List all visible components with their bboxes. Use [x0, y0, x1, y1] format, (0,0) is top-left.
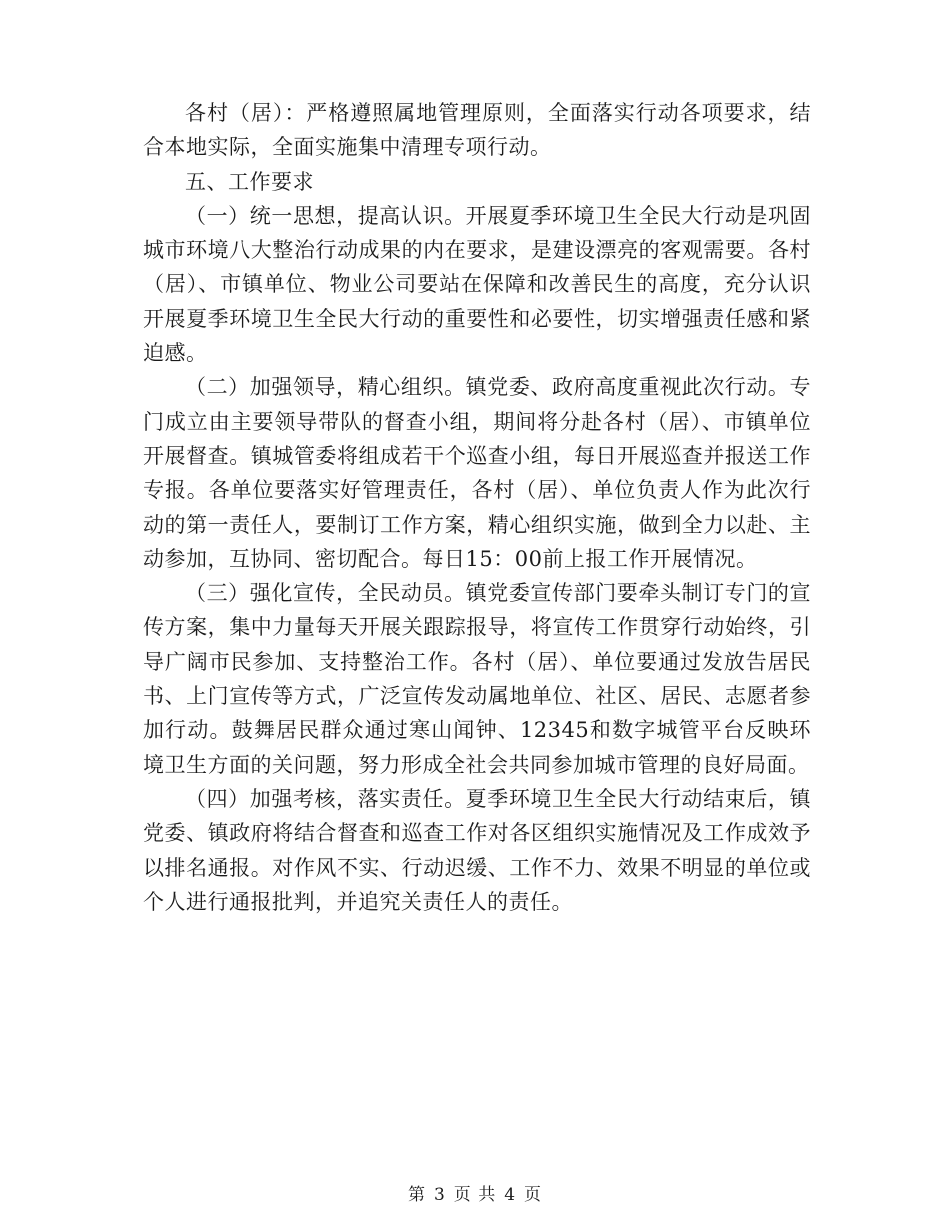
paragraph-requirement-4: （四）加强考核，落实责任。夏季环境卫生全民大行动结束后，镇党委、镇政府将结合督查和巡查工作对各区组织实施情况及工作成效予以排名通报。对作风不实、行动迟缓、工作不力、效果不明显的单位或个人进行通报批判，并追究关责任人的责任。 — [143, 786, 811, 914]
footer-middle: 页 共 — [453, 1185, 497, 1205]
footer-current-page: 3 — [433, 1185, 446, 1205]
paragraph-requirement-1: （一）统一思想，提高认识。开展夏季环境卫生全民大行动是巩固城市环境八大整治行动成果的内在要求，是建设漂亮的客观需要。各村（居）、市镇单位、物业公司要站在保障和改善民生的高度，充分认识开展夏季环境卫生全民大行动的重要性和必要性，切实增强责任感和紧迫感。 — [143, 203, 811, 366]
footer-prefix: 第 — [407, 1185, 426, 1205]
paragraph-requirement-3: （三）强化宣传，全民动员。镇党委宣传部门要牵头制订专门的宣传方案，集中力量每天开展关跟踪报导，将宣传工作贯穿行动始终，引导广阔市民参加、支持整治工作。各村（居）、单位要通过发放告居民书、上门宣传等方式，广泛宣传发动属地单位、社区、居民、志愿者参加行动。鼓舞居民群众通过寒山闻钟、12345和数字城管平台反映环境卫生方面的关问题，努力形成全社会共同参加城市管理的良好局面。 — [143, 581, 811, 777]
document-body — [143, 96, 811, 919]
paragraph-village-duty: 各村（居）：严格遵照属地管理原则，全面落实行动各项要求，结合本地实际，全面实施集中清理专项行动。 — [143, 101, 811, 160]
footer-total-pages: 4 — [504, 1185, 517, 1205]
footer-suffix: 页 — [524, 1185, 543, 1205]
section-heading-work-requirements: 五、工作要求 — [185, 169, 314, 194]
paragraph-requirement-2: （二）加强领导，精心组织。镇党委、政府高度重视此次行动。专门成立由主要领导带队的督查小组，期间将分赴各村（居）、市镇单位开展督查。镇城管委将组成若干个巡查小组，每日开展巡查并报送工作专报。各单位要落实好管理责任，各村（居）、单位负责人作为此次行动的第一责任人，要制订工作方案，精心组织实施，做到全力以赴、主动参加，互协同、密切配合。每日15：00前上报工作开展情况。 — [143, 375, 811, 571]
page-number-footer — [0, 1180, 950, 1205]
